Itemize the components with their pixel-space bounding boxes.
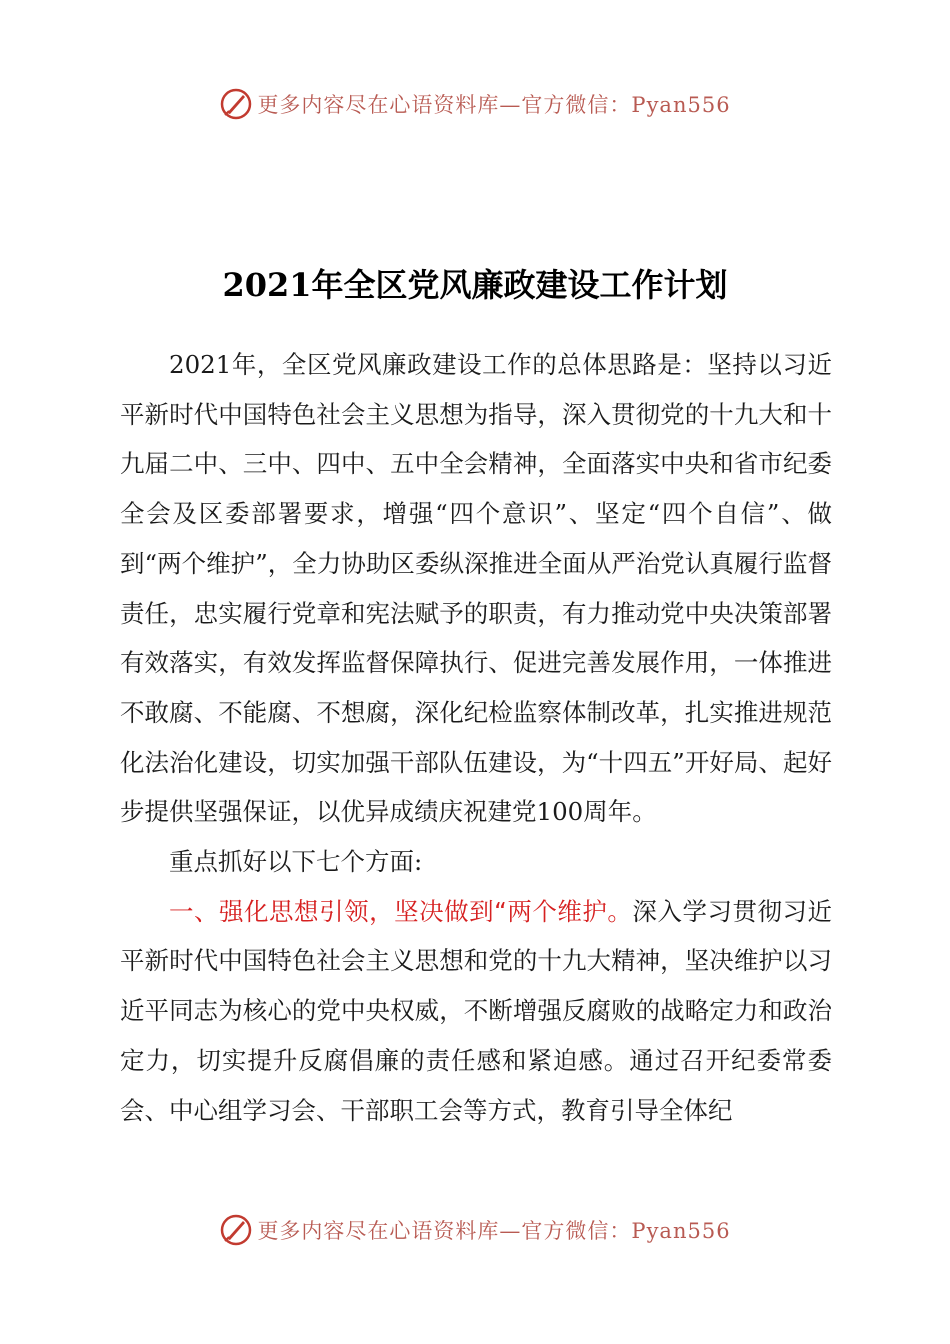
watermark-text: 更多内容尽在心语资料库—官方微信：Pyan556 bbox=[257, 93, 731, 117]
section-1-heading: 一、强化思想引领，坚决做到“两个维护。 bbox=[169, 896, 633, 926]
watermark-text: 更多内容尽在心语资料库—官方微信：Pyan556 bbox=[257, 1219, 731, 1243]
section-1-body: 深入学习贯彻习近平新时代中国特色社会主义思想和党的十九大精神，坚决维护以习近平同志为核心的党中央权威，不断增强反腐败的战略定力和政治定力，切实提升反腐倡廉的责任感和紧迫感。通过召开纪委常委会、中心组学习会、干部职工会等方式，教育引导全体纪 bbox=[120, 896, 833, 1125]
paragraph-overview: 2021年，全区党风廉政建设工作的总体思路是：坚持以习近平新时代中国特色社会主义思想为指导，深入贯彻党的十九大和十九届二中、三中、四中、五中全会精神，全面落实中央和省市纪委全会及区委部署要求，增强“四个意识”、坚定“四个自信”、做到“两个维护”，全力协助区委纵深推进全面从严治党认真履行监督责任，忠实履行党章和宪法赋予的职责，有力推动党中央决策部署有效落实，有效发挥监督保障执行、促进完善发展作用，一体推进不敢腐、不能腐、不想腐，深化纪检监察体制改革，扎实推进规范化法治化建设，切实加强干部队伍建设，为“十四五”开好局、起好步提供坚强保证，以优异成绩庆祝建党100周年。 bbox=[120, 350, 832, 827]
document-title: 2021年全区党风廉政建设工作计划 bbox=[222, 266, 728, 304]
document-body bbox=[120, 340, 832, 1135]
header-watermark-banner bbox=[0, 84, 950, 124]
quill-pen-logo-icon bbox=[219, 1213, 253, 1247]
quill-pen-logo-icon bbox=[219, 87, 253, 121]
footer-watermark-banner bbox=[0, 1210, 950, 1250]
paragraph-intro: 重点抓好以下七个方面: bbox=[169, 847, 423, 877]
paragraph-section-1 bbox=[120, 887, 832, 1136]
